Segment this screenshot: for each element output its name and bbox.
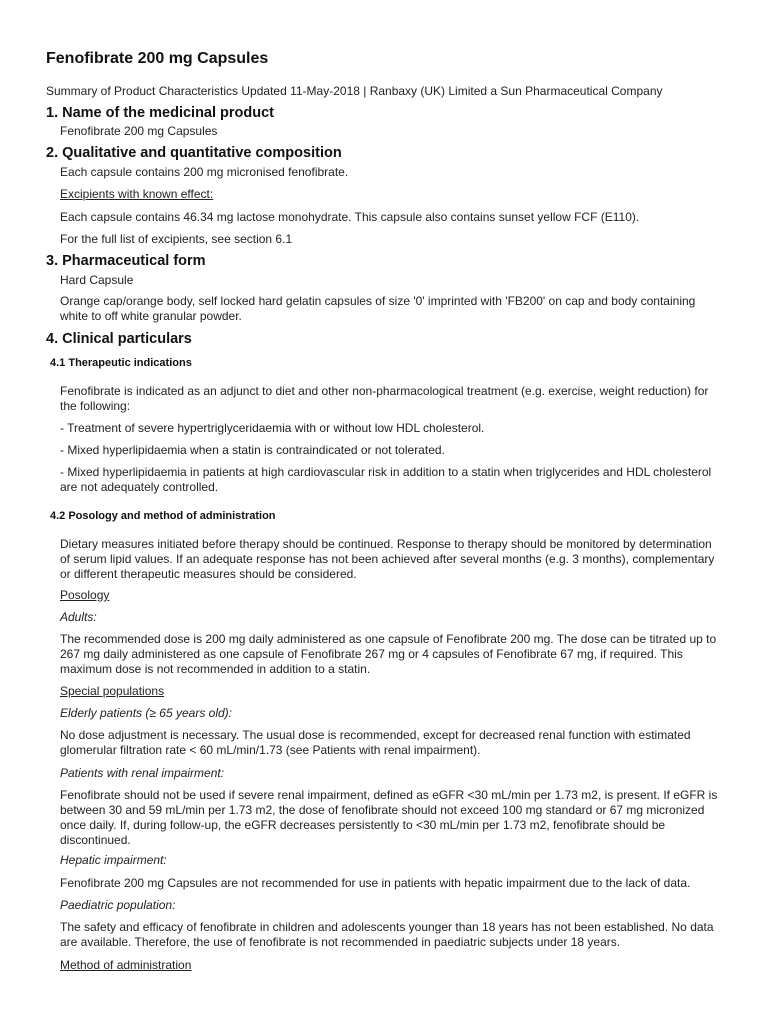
posology-label: Posology — [60, 588, 110, 602]
document-title: Fenofibrate 200 mg Capsules — [46, 50, 269, 67]
elderly-label: Elderly patients (≥ 65 years old): — [60, 706, 232, 720]
excipients-text: Each capsule contains 46.34 mg lactose monohydrate. This capsule also contains sunset yellow FCF (E110). — [60, 210, 640, 224]
renal-impairment-text: Fenofibrate should not be used if severe renal impairment, defined as eGFR <30 mL/min per 1.73 m2, is present. If eGFR is between 30 and 59 mL/min per 1.73 m2, the dose of fenofibrate should not exceed 100 mg standard or 67 mg micronized once daily. If, during follow-up, the eGFR decreases persistently to <30 mL/min per 1.73 m2, fenofibrate should be discontinued. — [60, 788, 718, 847]
section-2-heading: 2. Qualitative and quantitative composition — [46, 145, 342, 161]
indication-item: - Mixed hyperlipidaemia in patients at high cardiovascular risk in addition to a statin when triglycerides and HDL cholesterol are not adequately controlled. — [60, 465, 712, 494]
section-3-heading: 3. Pharmaceutical form — [46, 253, 206, 269]
indication-item: - Treatment of severe hypertriglyceridaemia with or without low HDL cholesterol. — [60, 421, 485, 435]
adults-label: Adults: — [60, 610, 97, 624]
elderly-text: No dose adjustment is necessary. The usual dose is recommended, except for decreased renal function with estimated glomerular filtration rate < 60 mL/min/1.73 (see Patients with renal impairment). — [60, 728, 691, 757]
paediatric-text: The safety and efficacy of fenofibrate in children and adolescents younger than 18 years has not been established. No data are available. Therefore, the use of fenofibrate is not recommended in paediatric subjects under 18 years. — [60, 920, 714, 949]
indication-item: - Mixed hyperlipidaemia when a statin is contraindicated or not tolerated. — [60, 443, 445, 457]
paediatric-label: Paediatric population: — [60, 898, 176, 912]
indications-intro: Fenofibrate is indicated as an adjunct to diet and other non-pharmacological treatment (e.g. exercise, weight reduction) for the following: — [60, 384, 709, 413]
hepatic-impairment-label: Hepatic impairment: — [60, 853, 167, 867]
composition-text: Each capsule contains 200 mg micronised fenofibrate. — [60, 165, 349, 179]
section-1-heading: 1. Name of the medicinal product — [46, 105, 275, 121]
section-4-heading: 4. Clinical particulars — [46, 331, 192, 347]
hepatic-impairment-text: Fenofibrate 200 mg Capsules are not recommended for use in patients with hepatic impairment due to the lack of data. — [60, 876, 691, 890]
special-populations-label: Special populations — [60, 684, 165, 698]
pharmaceutical-form: Hard Capsule — [60, 273, 134, 287]
product-name: Fenofibrate 200 mg Capsules — [60, 124, 218, 138]
dietary-measures-text: Dietary measures initiated before therapy should be continued. Response to therapy should be monitored by determination of serum lipid values. If an adequate response has not been achieved after several months (e.g. 3 months), complementary or different therapeutic measures should be considered. — [60, 537, 715, 581]
capsule-description: Orange cap/orange body, self locked hard gelatin capsules of size '0' imprinted with 'FB200' on cap and body containing white to off white granular powder. — [60, 294, 696, 323]
method-of-administration-label: Method of administration — [60, 958, 192, 972]
excipients-label: Excipients with known effect: — [60, 187, 214, 201]
document-subtitle: Summary of Product Characteristics Updated 11-May-2018 | Ranbaxy (UK) Limited a Sun Pharmaceutical Company — [46, 84, 663, 98]
section-4-2-heading: 4.2 Posology and method of administration — [50, 510, 276, 522]
renal-impairment-label: Patients with renal impairment: — [60, 766, 225, 780]
excipients-reference: For the full list of excipients, see section 6.1 — [60, 232, 293, 246]
section-4-1-heading: 4.1 Therapeutic indications — [50, 357, 192, 369]
adults-dose-text: The recommended dose is 200 mg daily administered as one capsule of Fenofibrate 200 mg. The dose can be titrated up to 267 mg daily administered as one capsule of Fenofibrate 267 mg or 4 capsules of Fenofibrate 67 mg, if required. This maximum dose is not recommended in addition to a statin. — [60, 632, 717, 676]
